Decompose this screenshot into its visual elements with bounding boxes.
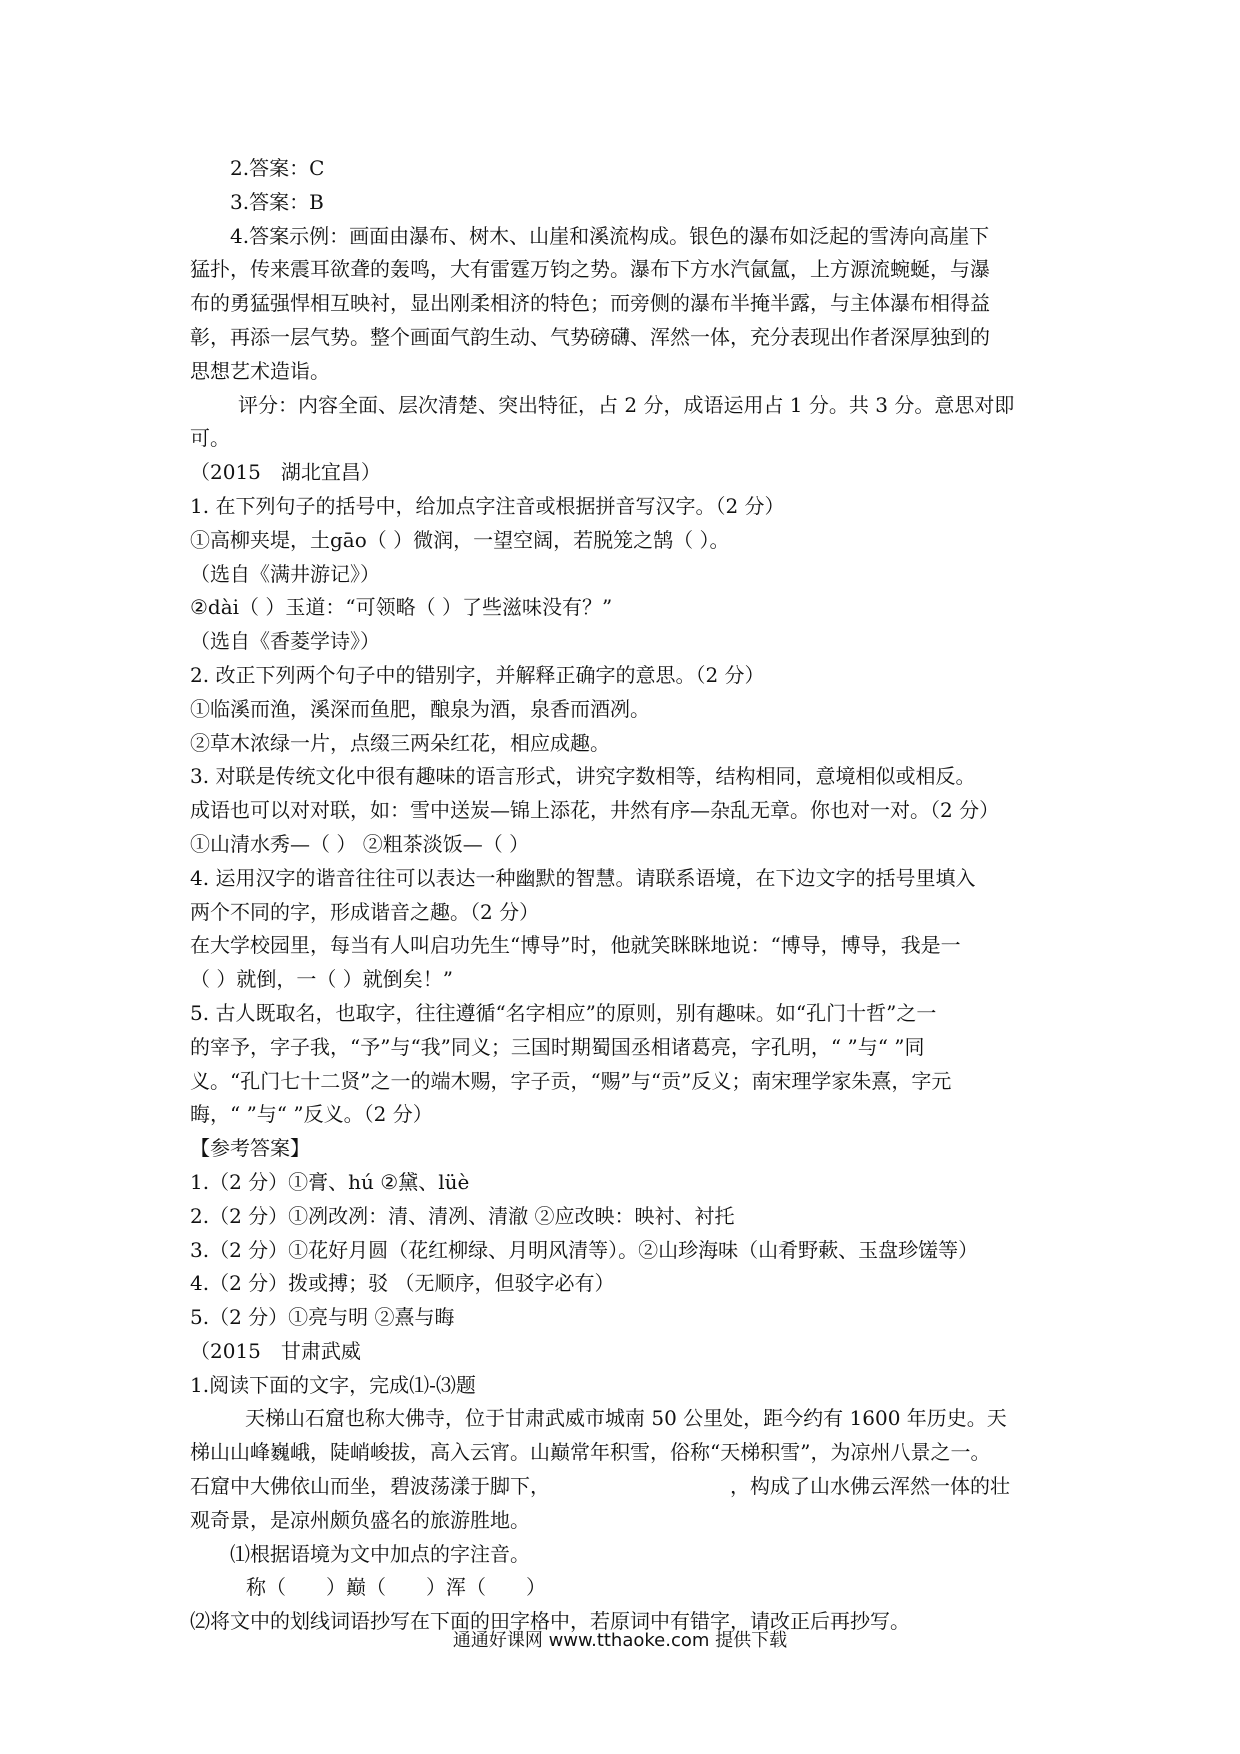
reference-answer-1: 1.（2 分）①膏、hú ②黛、lüè [190,1169,470,1194]
answer-4-line-4: 彰，再添一层气势。整个画面气韵生动、气势磅礴、浑然一体，充分表现出作者深厚独到的 [190,324,990,349]
reference-answer-2: 2.（2 分）①冽改冽：清、清冽、清澈 ②应改映：映衬、衬托 [190,1203,735,1228]
subquestion-2: ⑵将文中的划线词语抄写在下面的田字格中，若原词中有错字，请改正后再抄写。 [190,1609,910,1634]
answer-4-line-1: 4.答案示例：画面由瀑布、树木、山崖和溪流构成。银色的瀑布如泛起的雪涛向高崖下 [230,223,990,248]
document-body [190,152,1060,1639]
subquestion-1-blanks: 称（ ）巅（ ）浑（ ） [246,1575,546,1600]
passage-line-2: 梯山山峰巍峨，陡峭峻拔，高入云宵。山巅常年积雪，俗称“天梯积雪”，为凉州八景之一。 [190,1440,991,1465]
scoring-line-2: 可。 [190,426,230,451]
passage-line-3-b: ，构成了山水佛云浑然一体的壮 [730,1474,1010,1499]
question-1-item-2: ②dài（ ）玉道：“可领略（ ）了些滋味没有？” [190,595,613,620]
section-gansu-wuwei: （2015 甘肃武威 [190,1338,361,1363]
question-2-item-1: ①临溪而渔，溪深而鱼肥，酿泉为酒，泉香而酒冽。 [190,696,650,721]
question-3-items: ①山清水秀—（ ） ②粗茶淡饭—（ ） [190,831,530,856]
passage-line-3 [190,1470,1060,1504]
reference-answer-5: 5.（2 分）①亮与明 ②熹与晦 [190,1305,455,1330]
question-4-line-1: 4. 运用汉字的谐音往往可以表达一种幽默的智慧。请联系语境，在下边文字的括号里填入 [190,865,976,890]
question-1: 1. 在下列句子的括号中，给加点字注音或根据拼音写汉字。（2 分） [190,493,785,518]
question-1-source-1: （选自《满井游记》） [190,561,380,586]
answer-4-line-3: 布的勇猛强悍相互映衬，显出刚柔相济的特色；而旁侧的瀑布半掩半露，与主体瀑布相得益 [190,291,990,316]
question-4-line-2: 两个不同的字，形成谐音之趣。（2 分） [190,899,540,924]
section-hubei-yichang: （2015 湖北宜昌） [190,460,381,485]
question-5-line-2: 的宰予，字子我，“予”与“我”同义；三国时期蜀国丞相诸葛亮，字孔明，“ ”与“ ”同 [190,1034,925,1059]
reference-answer-heading: 【参考答案】 [190,1136,310,1161]
question-5-line-1: 5. 古人既取名，也取字，往往遵循“名字相应”的原则，别有趣味。如“孔门十哲”之一 [190,1000,937,1025]
reference-answer-4: 4.（2 分）拨或搏；驳 （无顺序，但驳字必有） [190,1271,615,1296]
question-1-item-1: ①高柳夹堤，土gāo（ ）微润，一望空阔，若脱笼之鹄（ ）。 [190,527,730,552]
question-1-source-2: （选自《香菱学诗》） [190,629,380,654]
scoring-line-1: 评分：内容全面、层次清楚、突出特征，占 2 分，成语运用占 1 分。共 3 分。意思对即 [238,392,1015,417]
answer-3: 3.答案：B [230,189,324,214]
question-2: 2. 改正下列两个句子中的错别字，并解释正确字的意思。（2 分） [190,662,765,687]
passage-line-1: 天梯山石窟也称大佛寺，位于甘肃武威市城南 50 公里处，距今约有 1600 年历史。天 [245,1406,1007,1431]
question-5-line-4: 晦，“ ”与“ ”反义。（2 分） [190,1102,433,1127]
question-2-item-2: ②草木浓绿一片，点缀三两朵红花，相应成趣。 [190,730,610,755]
answer-4-line-2: 猛扑，传来震耳欲聋的轰鸣，大有雷霆万钧之势。瀑布下方水汽氤氲，上方源流蜿蜒，与瀑 [190,257,990,282]
subquestion-1: ⑴根据语境为文中加点的字注音。 [230,1541,530,1566]
question-5-line-3: 义。“孔门七十二贤”之一的端木赐，字子贡，“赐”与“贡”反义；南宋理学家朱熹，字元 [190,1068,952,1093]
answer-4-line-5: 思想艺术造诣。 [190,358,330,383]
question-3-line-1: 3. 对联是传统文化中很有趣味的语言形式，讲究字数相等，结构相同，意境相似或相反。 [190,764,976,789]
question-4-line-3: 在大学校园里，每当有人叫启功先生“博导”时，他就笑眯眯地说：“博导，博导，我是一 [190,933,961,958]
reference-answer-3: 3.（2 分）①花好月圆（花红柳绿、月明风清等）。②山珍海味（山肴野蔌、玉盘珍馐等） [190,1237,979,1262]
page-footer: 通通好课网 www.tthaoke.com 提供下载 [452,1630,788,1651]
question-3-line-2: 成语也可以对对联，如：雪中送炭—锦上添花，井然有序—杂乱无章。你也对一对。（2 分） [190,798,1000,823]
wuwei-question-1: 1.阅读下面的文字，完成⑴-⑶题 [190,1372,476,1397]
answer-2: 2.答案：C [230,156,325,180]
question-4-line-4: （ ）就倒，一（ ）就倒矣！” [190,967,453,992]
passage-line-4: 观奇景，是凉州颇负盛名的旅游胜地。 [190,1507,530,1532]
passage-line-3-a: 石窟中大佛依山而坐，碧波荡漾于脚下， [190,1474,550,1499]
